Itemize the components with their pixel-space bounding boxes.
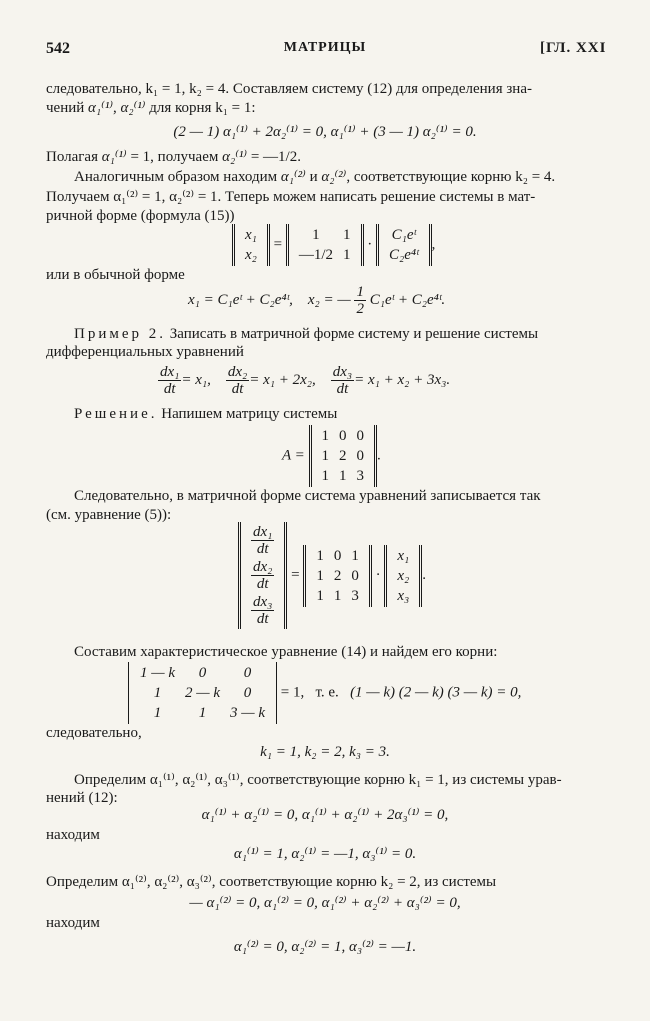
paragraph-9: находим bbox=[46, 827, 100, 843]
paragraph-2: Полагая α₁⁽¹⁾ = 1, получаем α₂⁽¹⁾ = —1/2. bbox=[46, 149, 301, 165]
paragraph-1-line-1: следовательно, k₁ = 1, k₂ = 4. Составляем систему (12) для определения зна- bbox=[46, 81, 532, 97]
paragraph-5-line-2: (см. уравнение (5)): bbox=[46, 507, 172, 523]
differential-equations: $\frac{\text{dx₁}}{dt}$ = x₁, $\frac{\text{dx₂}}{dt}$ = x₁ + 2x₂, $\frac{\text{dx₃}}{dt}$ = x₁ + x₂ + 3x₃. bbox=[160, 364, 451, 397]
example-2-line-1: Пример 2. Записать в матричной форме систему и решение системы bbox=[74, 326, 539, 342]
characteristic-determinant: 1 — k 0 0 1 2 — k 0 1 1 3 — k = 1, т. е. (1 — k) (2 — k) (3 — k) = 0, bbox=[128, 662, 521, 724]
paragraph-8-line-1: Определим α₁⁽¹⁾, α₂⁽¹⁾, α₃⁽¹⁾, соответствующие корню k₁ = 1, из системы урав- bbox=[74, 772, 562, 788]
matrix-x-vector: x₁ x₂ bbox=[232, 224, 270, 266]
matrix-exponential-vector: C₁eᵗ C₂e⁴ᵗ bbox=[376, 224, 432, 266]
matrix-x-column: x₁ x₂ x₃ bbox=[384, 545, 422, 607]
paragraph-3-line-3: ричной форме (формула (15)) bbox=[46, 208, 235, 224]
system-k1-equation: α₁⁽¹⁾ + α₂⁽¹⁾ = 0, α₁⁽¹⁾ + α₂⁽¹⁾ + 2α₃⁽¹⁾ = 0, bbox=[201, 807, 449, 823]
matrix-coefficients: 1 1 —1/2 1 bbox=[286, 224, 364, 266]
paragraph-6: Составим характеристическое уравнение (14) и найдем его корни: bbox=[74, 644, 498, 660]
ordinary-form-solution: x₁ = C₁eᵗ + C₂e⁴ᵗ, x₂ = — $\frac{1}{2}$ C₁eᵗ + C₂e⁴ᵗ. bbox=[188, 284, 446, 317]
system-k2-equation: — α₁⁽²⁾ = 0, α₁⁽²⁾ = 0, α₁⁽²⁾ + α₂⁽²⁾ + α₃⁽²⁾ = 0, bbox=[189, 895, 461, 911]
example-2-line-2: дифференциальных уравнений bbox=[46, 344, 244, 360]
matrix-form-system: $\frac{\text{dx₁}}{dt}$ $\frac{\text{dx₂}}{dt}$ $\frac{\text{dx₃}}{dt}$ = 1 0 1 1 2 0 1 1 3 · x₁ x₂ x₃ . bbox=[238, 522, 426, 629]
equation-system-k1: (2 — 1) α₁⁽¹⁾ + 2α₂⁽¹⁾ = 0, α₁⁽¹⁾ + (3 — 1) α₂⁽¹⁾ = 0. bbox=[173, 124, 477, 140]
page-number: 542 bbox=[46, 40, 70, 57]
matrix-a-definition: A = 1 0 0 1 2 0 1 1 3 . bbox=[282, 425, 381, 487]
matrix-a: 1 0 0 1 2 0 1 1 3 bbox=[309, 425, 378, 487]
solution-k1-equation: α₁⁽¹⁾ = 1, α₂⁽¹⁾ = —1, α₃⁽¹⁾ = 0. bbox=[233, 846, 417, 862]
matrix-derivative-vector: $\frac{\text{dx₁}}{dt}$ $\frac{\text{dx₂}}{dt}$ $\frac{\text{dx₃}}{dt}$ bbox=[238, 522, 287, 629]
chapter-label: [ГЛ. XXI bbox=[540, 40, 607, 56]
paragraph-1-line-2: чений α₁⁽¹⁾, α₂⁽¹⁾ для корня k₁ = 1: bbox=[46, 100, 256, 116]
paragraph-8-line-2: нений (12): bbox=[46, 790, 118, 806]
paragraph-3-line-2: Получаем α₁⁽²⁾ = 1, α₂⁽²⁾ = 1. Теперь можем написать решение системы в мат- bbox=[46, 189, 536, 205]
solution-intro: Решение. Напишем матрицу системы bbox=[74, 406, 338, 422]
solution-k2-equation: α₁⁽²⁾ = 0, α₂⁽²⁾ = 1, α₃⁽²⁾ = —1. bbox=[233, 939, 417, 955]
paragraph-11: находим bbox=[46, 915, 100, 931]
roots-equation: k₁ = 1, k₂ = 2, k₃ = 3. bbox=[260, 744, 390, 760]
paragraph-4: или в обычной форме bbox=[46, 267, 185, 283]
paragraph-10: Определим α₁⁽²⁾, α₂⁽²⁾, α₃⁽²⁾, соответствующие корню k₂ = 2, из системы bbox=[46, 874, 497, 890]
matrix-a-system: 1 0 1 1 2 0 1 1 3 bbox=[303, 545, 372, 607]
matrix-solution-equation: x₁ x₂ = 1 1 —1/2 1 · C₁eᵗ C₂e⁴ᵗ , bbox=[232, 224, 435, 266]
paragraph-7: следовательно, bbox=[46, 725, 142, 741]
running-title: МАТРИЦЫ bbox=[283, 40, 367, 55]
paragraph-5-line-1: Следовательно, в матричной форме система уравнений записывается так bbox=[74, 488, 541, 504]
determinant: 1 — k 0 0 1 2 — k 0 1 1 3 — k bbox=[128, 662, 277, 724]
paragraph-3-line-1: Аналогичным образом находим α₁⁽²⁾ и α₂⁽²⁾, соответствующие корню k₂ = 4. bbox=[74, 169, 556, 185]
